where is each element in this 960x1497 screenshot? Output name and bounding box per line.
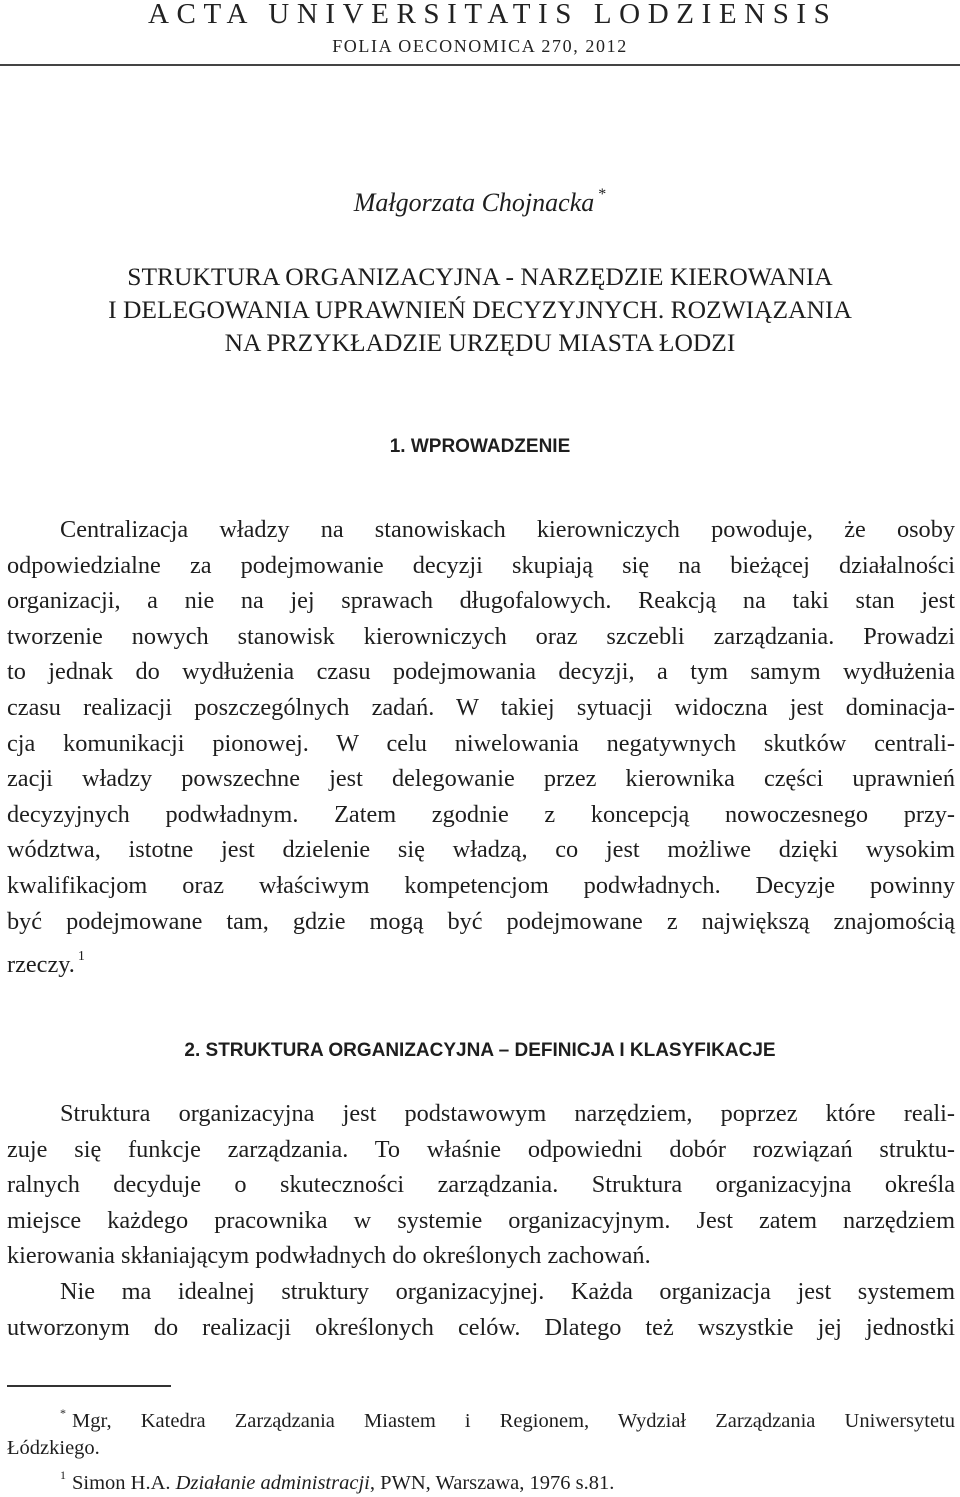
text-line: ralnych decyduje o skuteczności zarządzania. Struktura organizacyjna określa	[7, 1171, 955, 1199]
journal-series: FOLIA OECONOMICA 270, 2012	[332, 36, 628, 56]
journal-title: ACTA UNIVERSITATIS LODZIENSIS	[148, 0, 838, 30]
footnote-text: , PWN, Warszawa, 1976 s.81.	[369, 1472, 615, 1494]
text-line: kwalifikacjom oraz właściwym kompetencjom podwładnych. Decyzje powinny	[7, 871, 955, 899]
header-rule	[0, 64, 960, 66]
section-1-body	[7, 512, 955, 979]
text-line: to jednak do wydłużenia czasu podejmowania decyzji, a tym samym wydłużenia	[7, 658, 955, 686]
text-line-last	[7, 939, 955, 979]
text-line: odpowiedzialne za podejmowanie decyzji skupiają się na bieżącej działalności	[7, 551, 955, 579]
text-line: cja komunikacji pionowej. W celu niwelowania negatywnych skutków centrali-	[7, 729, 955, 757]
text-line: organizacji, a nie na jej sprawach długofalowych. Reakcją na taki stan jest	[7, 587, 955, 615]
article-title	[0, 260, 960, 359]
footnote-text: Mgr, Katedra Zarządzania Miastem i Regionem, Wydział Zarządzania Uniwersytetu	[72, 1410, 955, 1432]
footnote-1	[7, 1462, 955, 1497]
section-2-body	[7, 1096, 955, 1345]
footnote-mark: *	[60, 1406, 66, 1420]
article-title-line: I DELEGOWANIA UPRAWNIEŃ DECYZYJNYCH. ROZWIĄZANIA	[108, 295, 852, 324]
text-line: Struktura organizacyjna jest podstawowym narzędziem, poprzez które reali-	[60, 1100, 955, 1127]
footnotes	[7, 1400, 955, 1497]
text-line: kierowania skłaniającym podwładnych do określonych zachowań.	[7, 1242, 651, 1270]
author-name-text: Małgorzata Chojnacka	[353, 188, 595, 217]
text-line: czasu realizacji poszczególnych zadań. W takiej sytuacji widoczna jest dominacja-	[7, 693, 955, 721]
text-line: miejsce każdego pracownika w systemie organizacyjnym. Jest zatem narzędziem	[7, 1206, 955, 1234]
text-line: wództwa, istotne jest dzielenie się władzą, co jest możliwe dzięki wysokim	[7, 836, 955, 864]
footnote-author-cont: Łódzkiego.	[7, 1437, 100, 1459]
author-name	[0, 186, 960, 218]
text-line: decyzyjnych podwładnym. Zatem zgodnie z koncepcją nowoczesnego przy-	[7, 800, 955, 828]
text-line: Nie ma idealnej struktury organizacyjnej. Każda organizacja jest systemem	[60, 1277, 955, 1305]
text-line: tworzenie nowych stanowisk kierowniczych oraz szczebli zarządzania. Prowadzi	[7, 622, 955, 650]
text-line-end: rzeczy.	[7, 951, 75, 979]
text-line: utworzonym do realizacji określonych celów. Dlatego też wszystkie jej jednostki	[7, 1313, 955, 1341]
footnote-author	[7, 1400, 955, 1435]
text-line: zacji władzy powszechne jest delegowanie przez kierownika części uprawnień	[7, 765, 955, 793]
text-line: być podejmowane tam, gdzie mogą być podejmowane z największą znajomością	[7, 907, 955, 935]
section-heading-introduction: 1. WPROWADZENIE	[389, 436, 571, 457]
author-footnote-mark: *	[598, 186, 607, 203]
section-heading-structure: 2. STRUKTURA ORGANIZACYJNA – DEFINICJA I KLASYFIKACJE	[184, 1040, 776, 1061]
footnote-mark: 1	[60, 1468, 66, 1482]
footnote-text: Simon H.A.	[72, 1472, 176, 1494]
footnote-ref: 1	[77, 949, 85, 965]
article-title-line: NA PRZYKŁADZIE URZĘDU MIASTA ŁODZI	[224, 328, 736, 357]
text-line: Centralizacja władzy na stanowiskach kierowniczych powoduje, że osoby	[60, 516, 955, 543]
text-line: zuje się funkcje zarządzania. To właśnie odpowiedni dobór rozwiązań struktu-	[7, 1135, 955, 1163]
footnote-book-title: Działanie administracji	[175, 1472, 370, 1494]
article-title-line: STRUKTURA ORGANIZACYJNA - NARZĘDZIE KIEROWANIA	[127, 262, 833, 291]
footnote-rule	[7, 1385, 171, 1387]
